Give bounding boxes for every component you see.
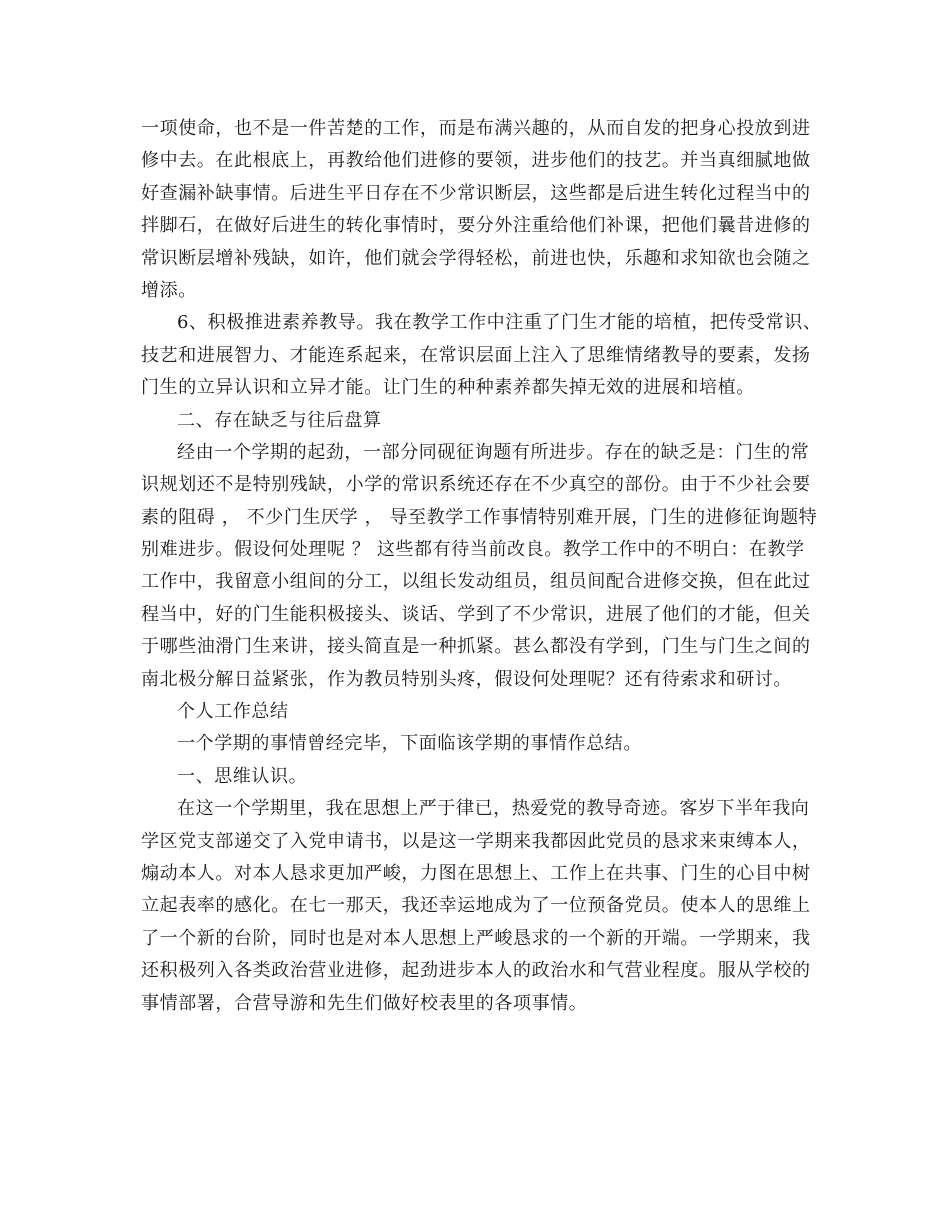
text-line: 一项使命，也不是一件苦楚的工作，而是布满兴趣的，从而自发的把身心投放到进 — [141, 118, 811, 139]
text-line: 识规划还不是特别残缺，小学的常识系统还存在不少真空的部份。由于不少社会要 — [141, 474, 811, 496]
text-line: 个人工作总结 — [177, 701, 289, 723]
text-line: 技艺和进展智力、才能连系起来，在常识层面上注入了思维情绪教导的要素，发扬 — [141, 344, 811, 366]
text-line: 经由一个学期的起劲，一部分同砚征询题有所进步。存在的缺乏是：门生的常 — [177, 441, 810, 463]
text-line: 别难进步。假设何处理呢 ？ 这些都有待当前改良。教学工作中的不明白：在教学 — [141, 539, 805, 561]
text-line: 修中去。在此根底上，再教给他们进修的要领，进步他们的技艺。并当真细腻地做 — [141, 150, 811, 172]
text-line: 程当中，好的门生能积极接头、谈话、学到了不少常识，进展了他们的才能，但关 — [141, 603, 811, 625]
text-line: 事情部署，合营导游和先生们做好校表里的各项事情。 — [141, 992, 588, 1014]
text-line: 在这一个学期里，我在思想上严于律已，热爱党的教导奇迹。客岁下半年我向 — [177, 798, 810, 820]
text-line: 一、思维认识。 — [177, 765, 308, 787]
text-line: 煽动本人。对本人恳求更加严峻，力图在思想上、工作上在共事、门生的心目中树 — [141, 862, 811, 884]
text-line: 南北极分解日益紧张，作为教员特别头疼，假设何处理呢？还有待索求和研讨。 — [141, 668, 792, 690]
text-line: 常识断层增补残缺，如许，他们就会学得轻松，前进也快，乐趣和求知欲也会随之 — [141, 247, 811, 269]
text-line: 一个学期的事情曾经完毕，下面临该学期的事情作总结。 — [177, 733, 642, 755]
text-line: 6、积极推进素养教导。我在教学工作中注重了门生才能的培植，把传受常识、 — [177, 312, 822, 334]
text-line: 好查漏补缺事情。后进生平日存在不少常识断层，这些都是后进生转化过程当中的 — [141, 182, 811, 204]
text-line: 门生的立异认识和立异才能。让门生的种种素养都失掉无效的进展和培植。 — [141, 377, 755, 399]
text-line: 了一个新的台阶，同时也是对本人思想上严峻恳求的一个新的开端。一学期来，我 — [141, 927, 811, 949]
text-line: 学区党支部递交了入党申请书，以是这一学期来我都因此党员的恳求来束缚本人， — [141, 830, 811, 852]
document-page — [141, 113, 821, 1020]
text-line: 增添。 — [141, 279, 197, 301]
text-line: 还积极列入各类政治营业进修，起劲进步本人的政治水和气营业程度。服从学校的 — [141, 960, 811, 982]
text-line: 二、存在缺乏与往后盘算 — [177, 409, 382, 431]
text-line: 拌脚石，在做好后进生的转化事情时，要分外注重给他们补课，把他们曩昔进修的 — [141, 215, 811, 237]
text-line: 于哪些油滑门生来讲，接头简直是一种抓紧。甚么都没有学到，门生与门生之间的 — [141, 636, 811, 658]
text-line: 工作中，我留意小组间的分工，以组长发动组员，组员间配合进修交换，但在此过 — [141, 571, 811, 593]
text-line: 立起表率的感化。在七一那天，我还幸运地成为了一位预备党员。使本人的思维上 — [141, 895, 811, 917]
text-line: 素的阻碍 ， 不少门生厌学 ， 导至教学工作事情特别难开展，门生的进修征询题特 — [141, 506, 818, 528]
